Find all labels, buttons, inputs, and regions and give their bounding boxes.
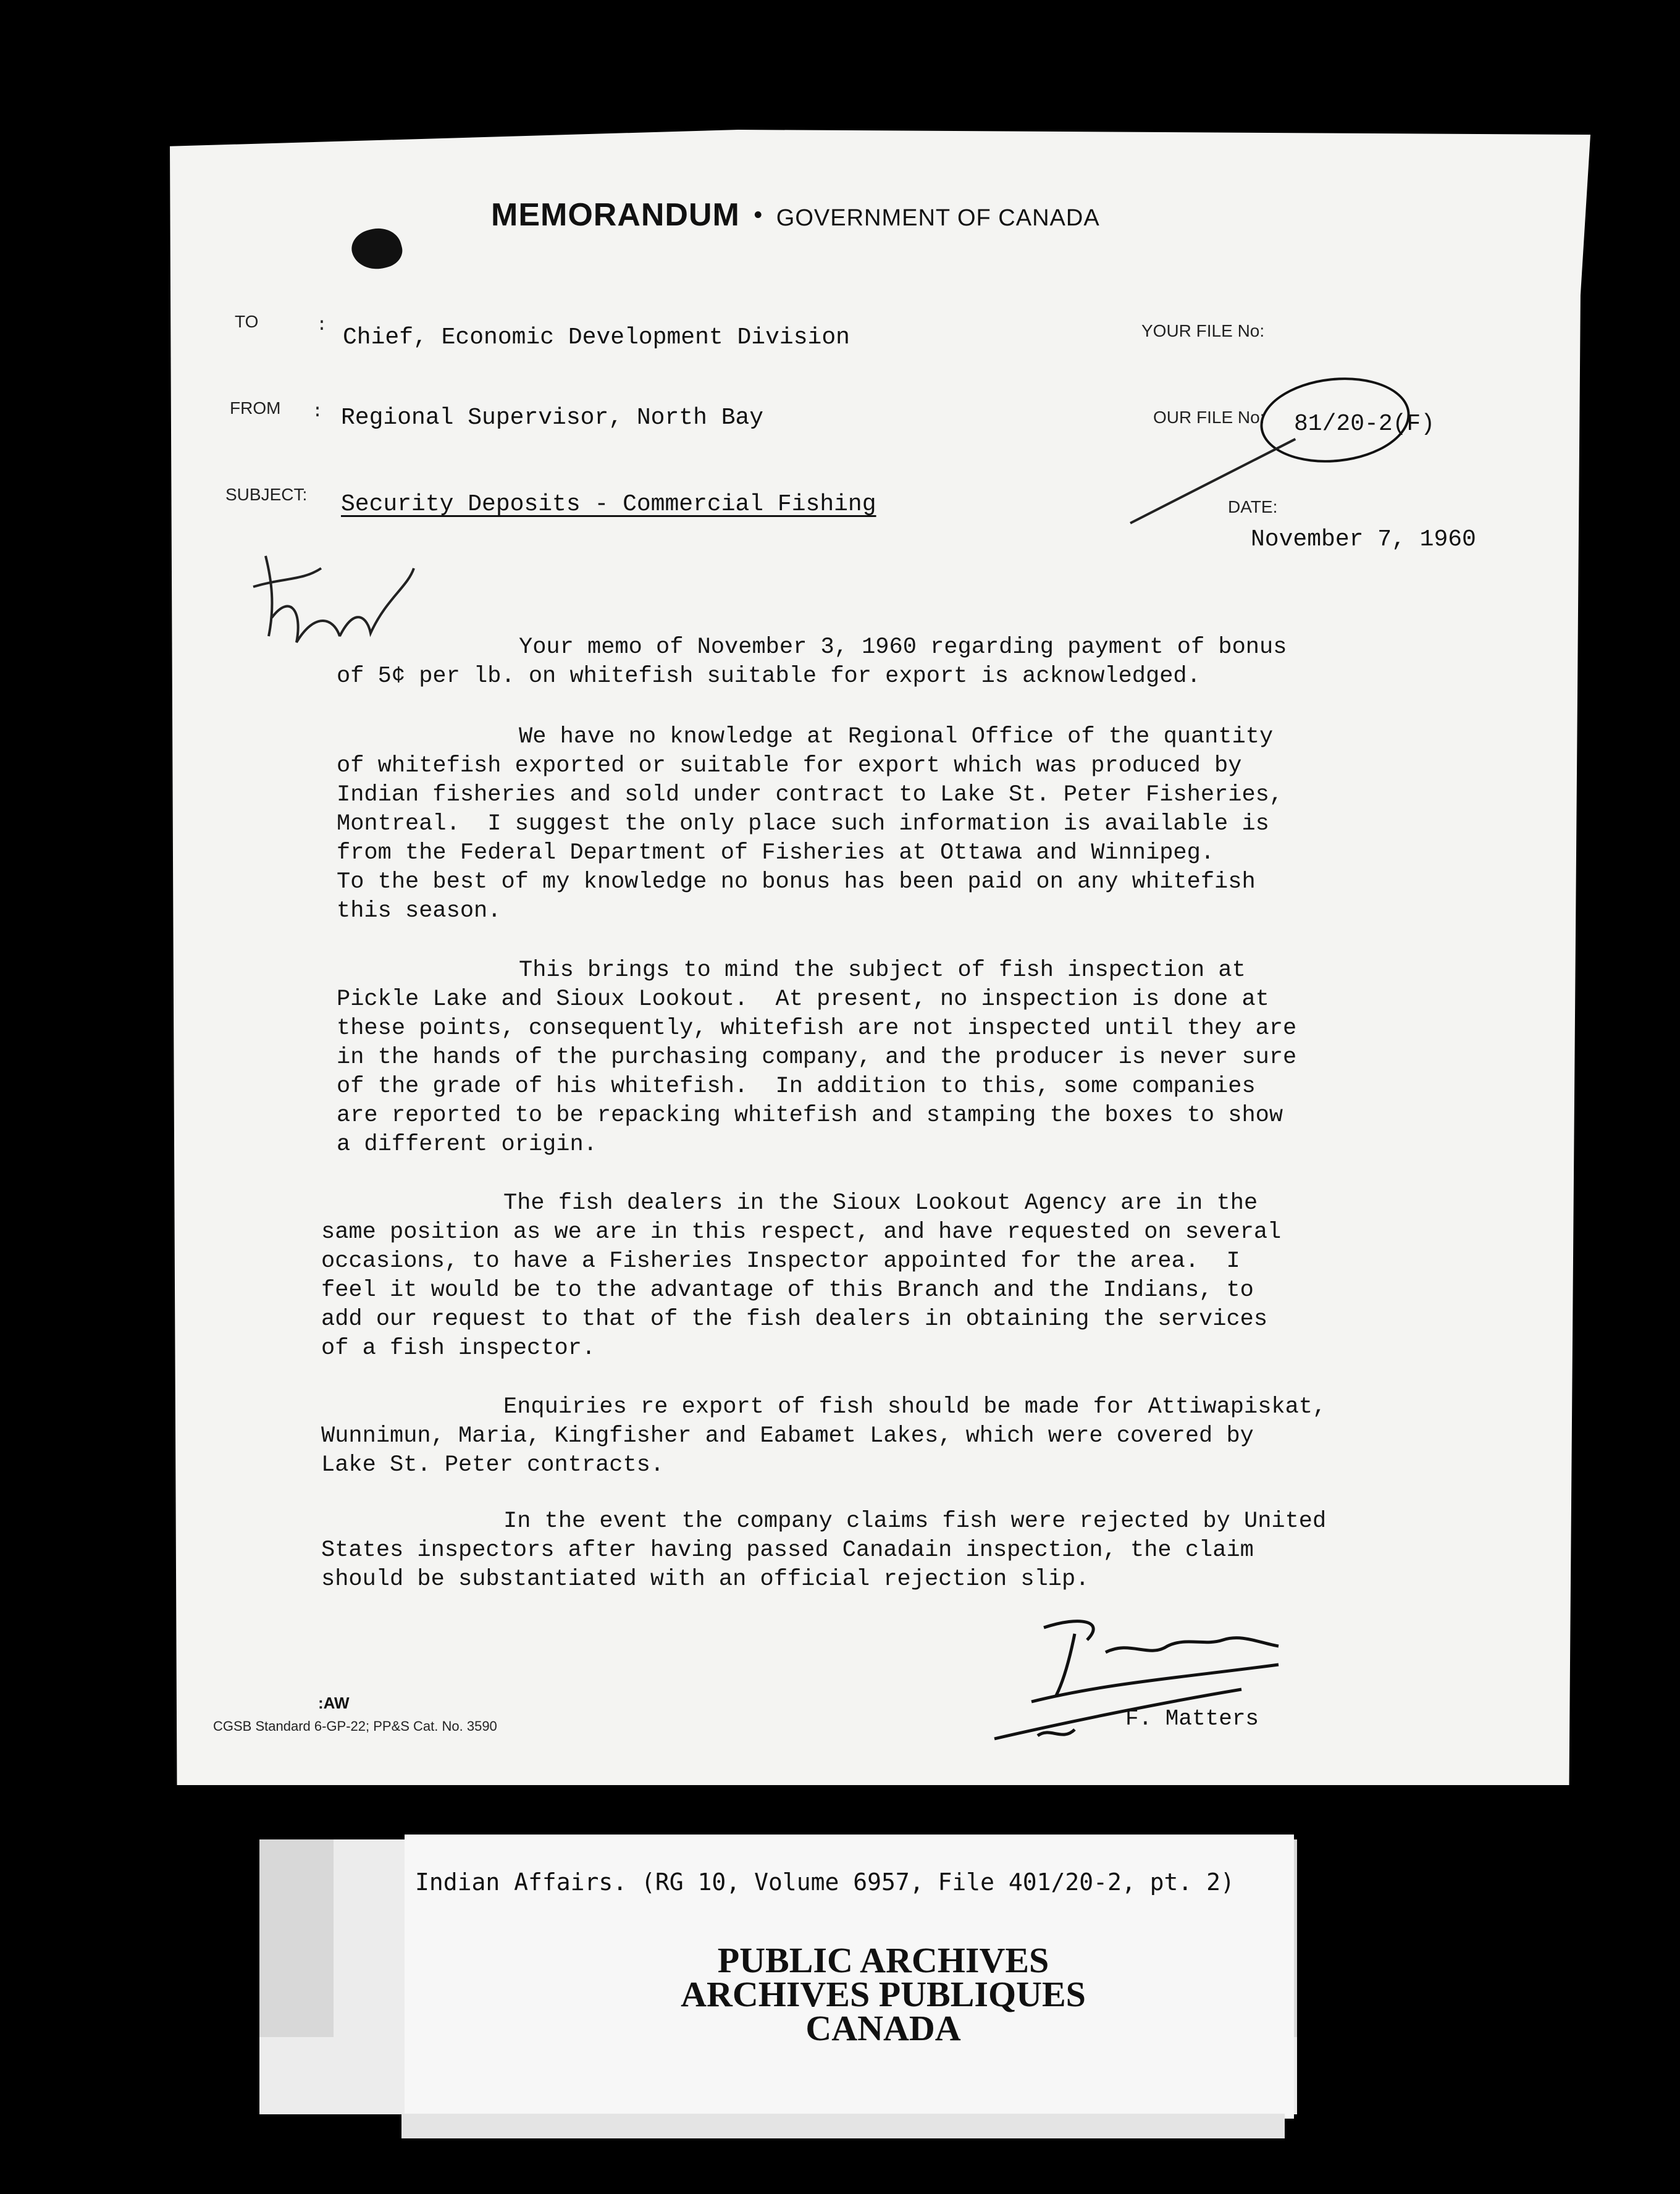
- typist-initials: :AW: [318, 1694, 350, 1712]
- our-file-label: OUR FILE No:: [1153, 408, 1265, 427]
- paragraph-1: Your memo of November 3, 1960 regarding payment of bonus of 5¢ per lb. on whitefish suitable for export is acknowledged.: [337, 634, 1287, 689]
- archive-line-3: CANADA: [805, 2008, 961, 2048]
- paragraph-3: This brings to mind the subject of fish inspection at Pickle Lake and Sioux Lookout. At present, no inspection is done at these points, consequently, whitefish are not inspected until they are in the hands of the purchasing company, and the producer is never sure of the grade of his whitefish. In addition to this, some companies are reported to be repacking whitefish and stamping the boxes to show a different origin.: [337, 957, 1297, 1158]
- form-code: CGSB Standard 6-GP-22; PP&S Cat. No. 3590: [213, 1718, 497, 1734]
- paragraph-6: In the event the company claims fish were rejected by United States inspectors after having passed Canadain inspection, the claim should be substantiated with an official rejection slip.: [321, 1508, 1327, 1592]
- to-value: Chief, Economic Development Division: [343, 324, 850, 351]
- to-colon: :: [316, 315, 328, 336]
- archive-reference: Indian Affairs. (RG 10, Volume 6957, File 401/20-2, pt. 2): [415, 1868, 1235, 1896]
- stamp-tab-left: [259, 1839, 334, 2037]
- paragraph-5: Enquiries re export of fish should be made for Attiwapiskat, Wunnimun, Maria, Kingfisher and Eabamet Lakes, which were covered by Lake St. Peter contracts.: [321, 1394, 1327, 1478]
- subject-label: SUBJECT:: [225, 485, 308, 504]
- archive-line-2: ARCHIVES PUBLIQUES: [681, 1974, 1086, 2014]
- org-name: GOVERNMENT OF CANADA: [776, 205, 1100, 231]
- stamp-bottom-strip: [401, 2114, 1285, 2138]
- signer-name: F. Matters: [1125, 1706, 1259, 1731]
- memo-header: [491, 196, 1100, 233]
- paragraph-2: We have no knowledge at Regional Office of the quantity of whitefish exported or suitable for export which was produced by Indian fisheries and sold under contract to Lake St. Peter Fisheries, Montreal. I suggest the only place such information is available is from the Federal Department of Fisheries at Ottawa and Winnipeg. To the best of my knowledge no bonus has been paid on any whitefish this season.: [337, 724, 1283, 924]
- date-value: November 7, 1960: [1251, 526, 1476, 553]
- to-label: TO: [235, 312, 259, 331]
- header-separator: •: [754, 201, 763, 229]
- your-file-label: YOUR FILE No:: [1141, 321, 1265, 340]
- subject-value: Security Deposits - Commercial Fishing: [341, 491, 876, 518]
- from-value: Regional Supervisor, North Bay: [341, 405, 764, 431]
- archive-line-1: PUBLIC ARCHIVES: [717, 1940, 1049, 1980]
- our-file-value: 81/20-2(F): [1294, 411, 1435, 437]
- memo-title: MEMORANDUM: [491, 197, 740, 233]
- from-label: FROM: [230, 398, 281, 418]
- date-label: DATE:: [1228, 497, 1278, 516]
- from-colon: :: [312, 401, 324, 422]
- paragraph-4: The fish dealers in the Sioux Lookout Agency are in the same position as we are in this respect, and have requested on several occasions, to have a Fisheries Inspector appointed for the area. I feel it would be to the advantage of this Branch and the Indians, to add our request to that of the fish dealers in obtaining the services of a fish inspector.: [321, 1190, 1282, 1361]
